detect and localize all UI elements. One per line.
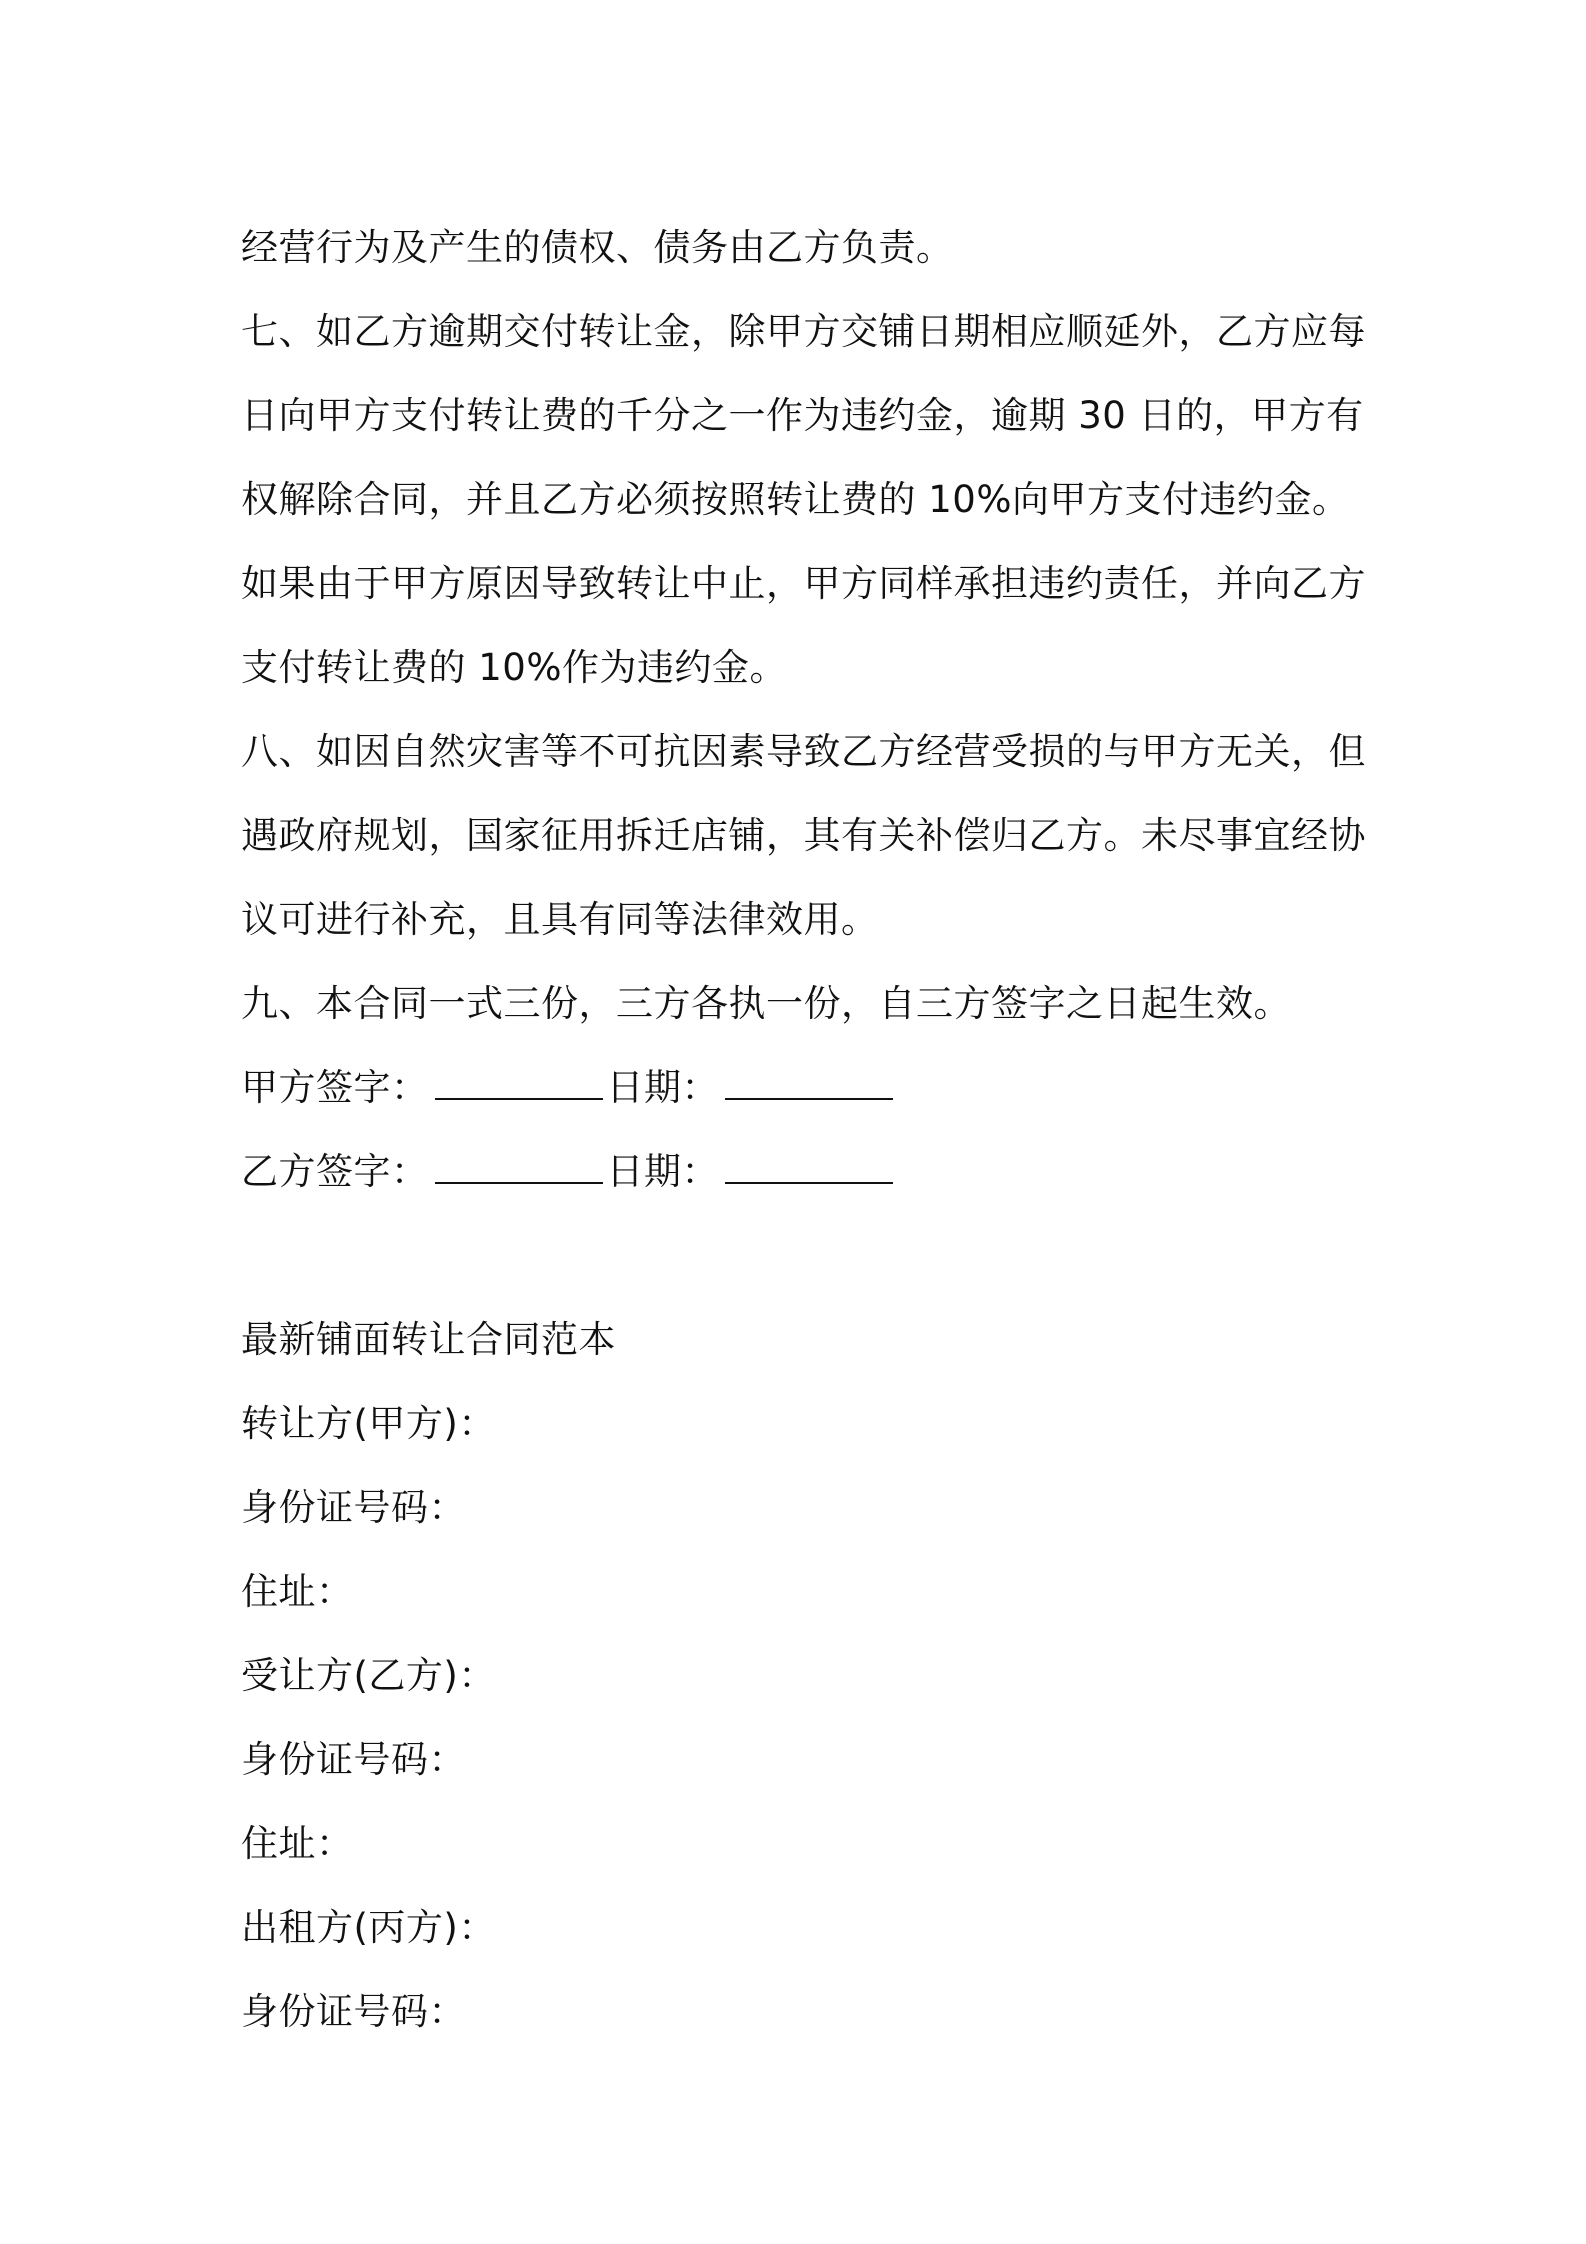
signature-line-party-b (241, 1130, 1361, 1214)
transferor-field: 转让方(甲方)： (241, 1402, 496, 1445)
section-gap (241, 1214, 1361, 1298)
new-contract-title: 最新铺面转让合同范本 (241, 1318, 616, 1361)
party-a-date-label: 日期： (606, 1066, 719, 1109)
party-a-signature-blank (435, 1068, 603, 1100)
clause-eight-line: 议可进行补充，且具有同等法律效用。 (241, 898, 879, 941)
party-a-date-blank (725, 1068, 893, 1100)
signature-line-party-a (241, 1046, 1361, 1130)
transferee-address-field: 住址： (241, 1822, 354, 1865)
transferee-id-field: 身份证号码： (241, 1738, 466, 1781)
party-b-date-blank (725, 1152, 893, 1184)
party-a-signature-label: 甲方签字： (241, 1066, 429, 1109)
party-b-signature-label: 乙方签字： (241, 1150, 429, 1193)
clause-eight-line: 遇政府规划，国家征用拆迁店铺，其有关补偿归乙方。未尽事宜经协 (241, 814, 1366, 857)
clause-eight-line: 八、如因自然灾害等不可抗因素导致乙方经营受损的与甲方无关，但 (241, 730, 1366, 773)
party-b-date-label: 日期： (606, 1150, 719, 1193)
lessor-field: 出租方(丙方)： (241, 1906, 496, 1949)
lessor-id-field: 身份证号码： (241, 1990, 466, 2033)
clause-seven-line: 日向甲方支付转让费的千分之一作为违约金，逾期 30 日的，甲方有 (241, 394, 1364, 437)
body-line: 经营行为及产生的债权、债务由乙方负责。 (241, 226, 954, 269)
party-b-signature-blank (435, 1152, 603, 1184)
clause-seven-line: 支付转让费的 10%作为违约金。 (241, 646, 787, 689)
transferee-field: 受让方(乙方)： (241, 1654, 496, 1697)
transferor-address-field: 住址： (241, 1570, 354, 1613)
clause-seven-line: 七、如乙方逾期交付转让金，除甲方交铺日期相应顺延外，乙方应每 (241, 310, 1366, 353)
clause-nine-line: 九、本合同一式三份，三方各执一份，自三方签字之日起生效。 (241, 982, 1291, 1025)
clause-seven-line: 权解除合同，并且乙方必须按照转让费的 10%向甲方支付违约金。 (241, 478, 1350, 521)
transferor-id-field: 身份证号码： (241, 1486, 466, 1529)
clause-seven-line: 如果由于甲方原因导致转让中止，甲方同样承担违约责任，并向乙方 (241, 562, 1366, 605)
document-content (241, 206, 1366, 2054)
